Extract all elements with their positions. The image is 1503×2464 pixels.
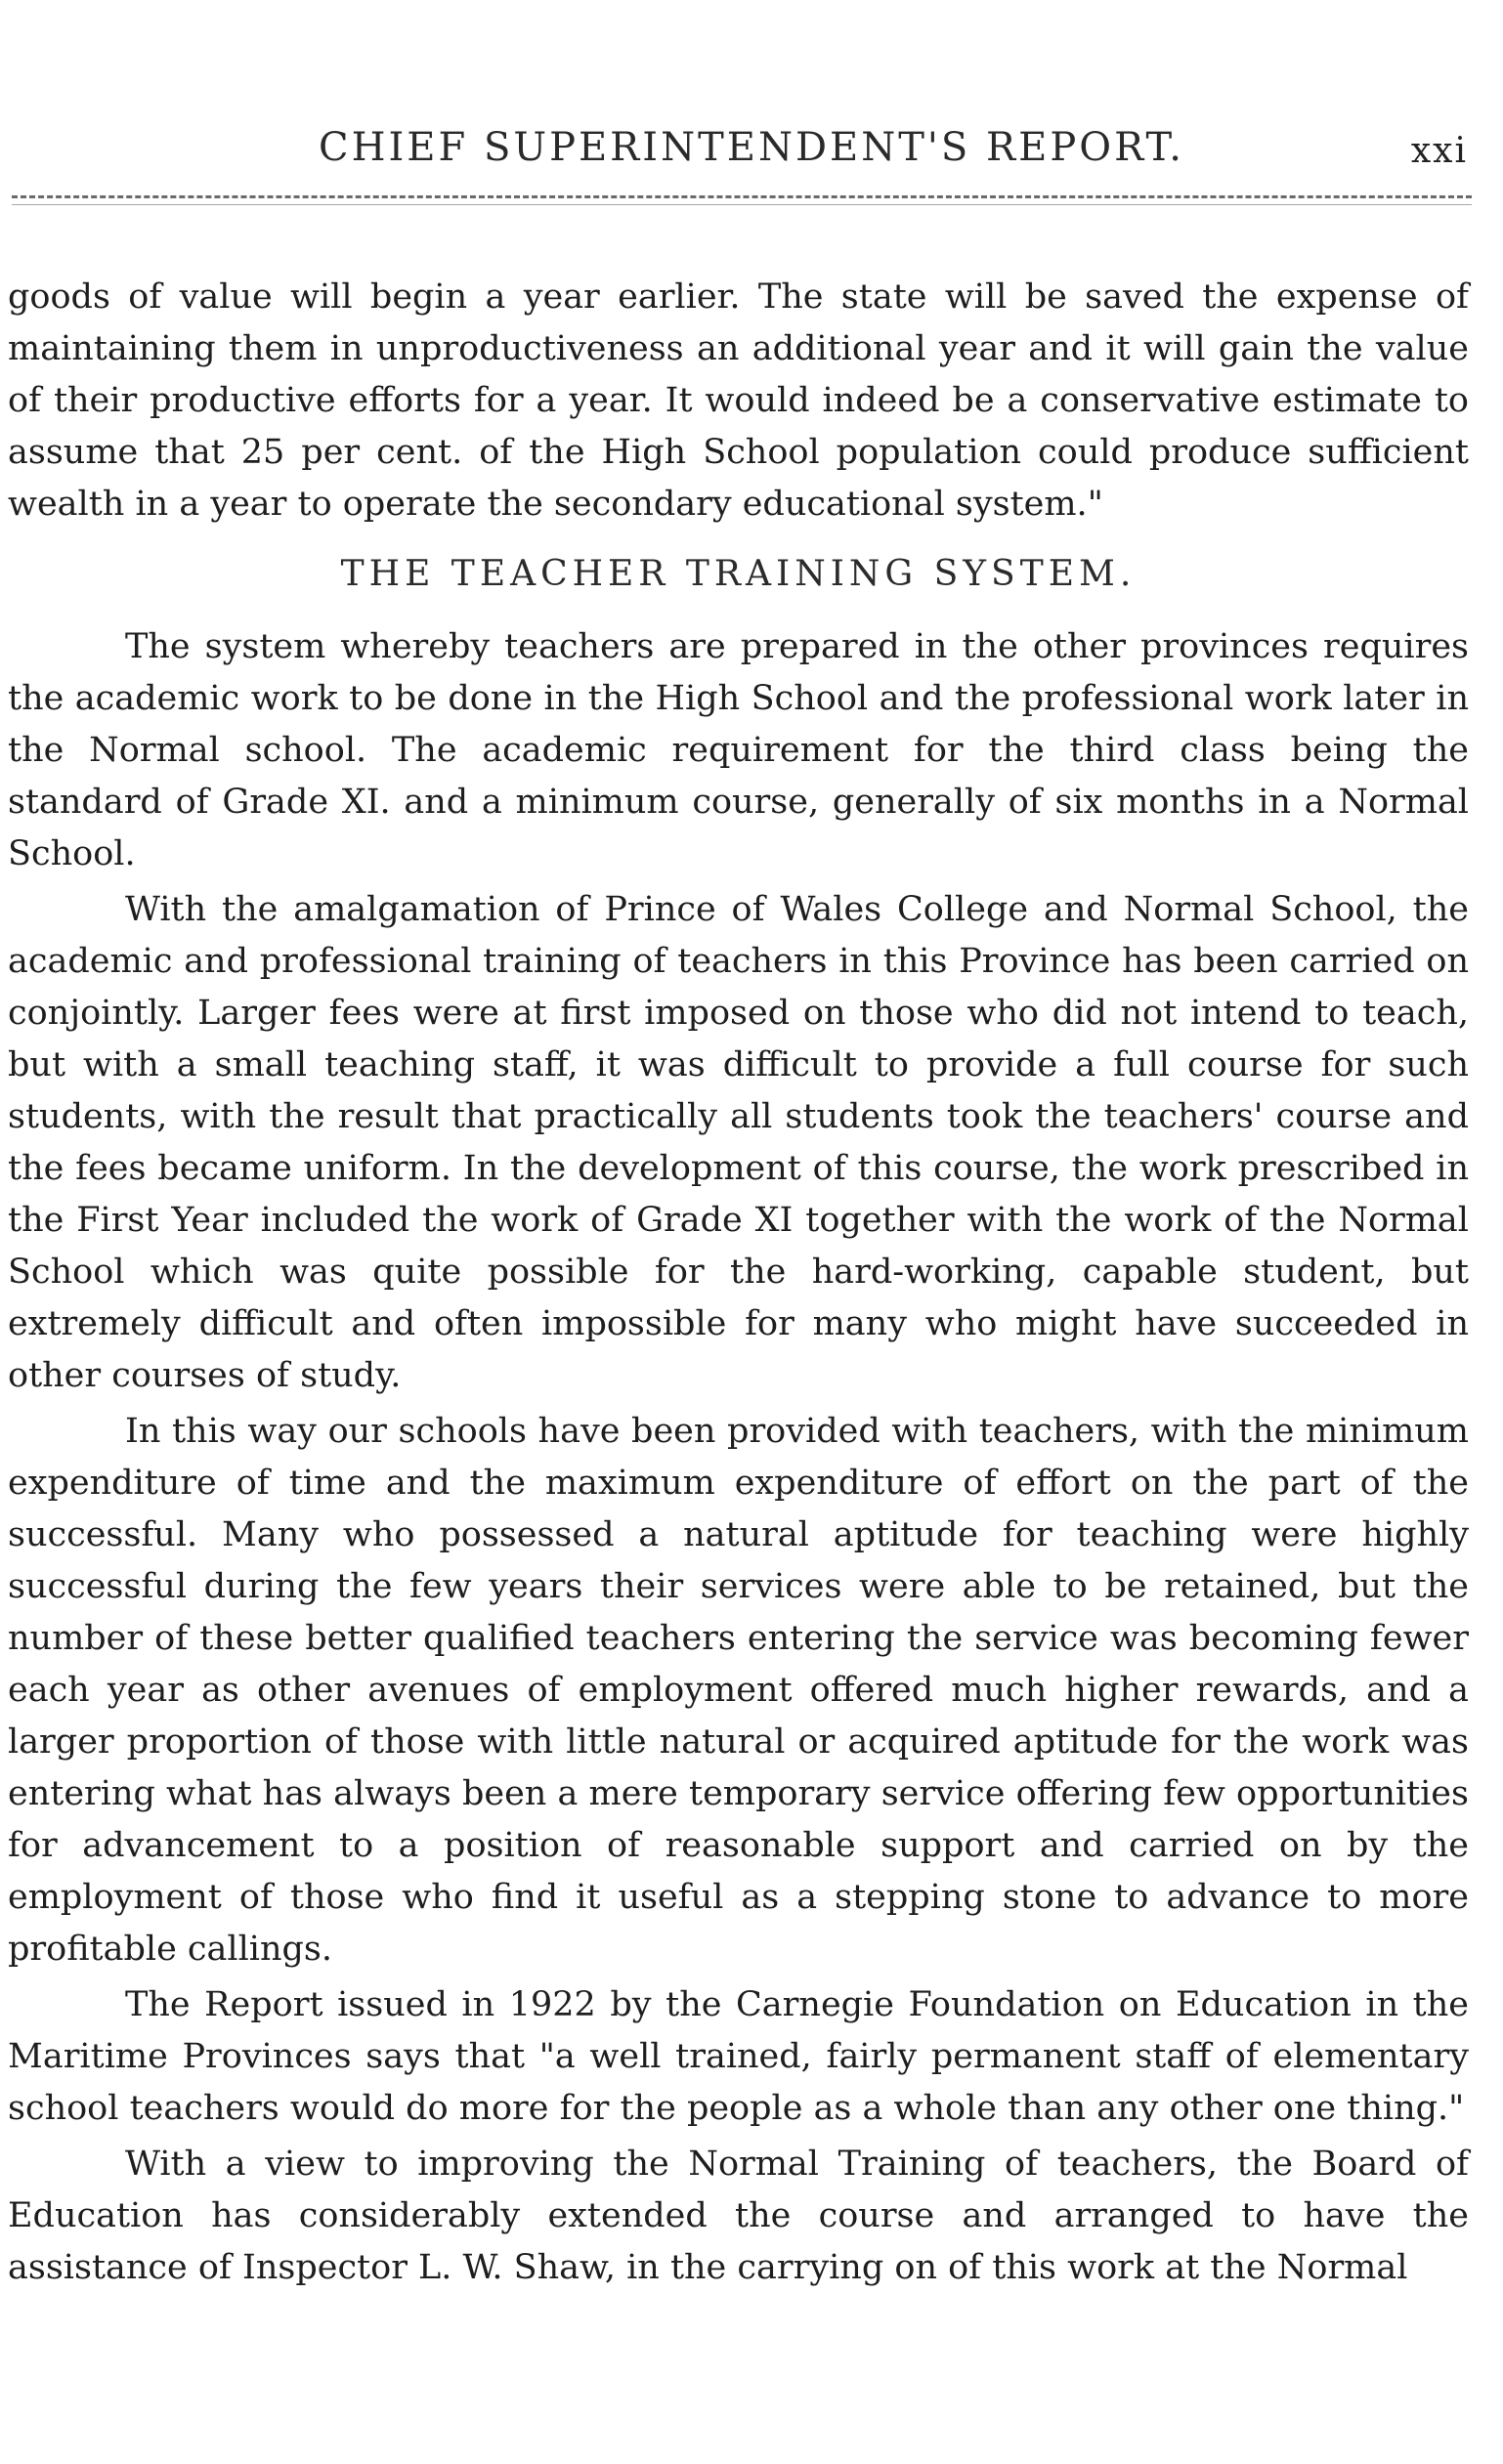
paragraph: In this way our schools have been provided with teachers, with the minimum expenditure of time and the maximum expenditure of effort on the part of the successful. Many who possessed a natural aptitude for teaching were highly successful during the few years their services were able to be retained, but the number of these better qualified teachers entering the service was becoming fewer each year as other avenues of employment offered much higher rewards, and a larger proportion of those with little natural or acquired aptitude for the work was entering what has always been a mere temporary service offering few opportunities for advancement to a position of reasonable support and carried on by the employment of those who find it useful as a stepping stone to advance to more profitable callings.: [8, 1412, 1469, 1969]
paragraph: The Report issued in 1922 by the Carnegie Foundation on Education in the Maritime Provinces says that "a well trained, fairly permanent staff of elementary school teachers would do more for the people as a whole than any other one thing.": [8, 1985, 1469, 2128]
paragraph: With a view to improving the Normal Training of teachers, the Board of Education has considerably extended the course and arranged to have the assistance of Inspector L. W. Shaw, in the carrying on of this work at the Normal: [8, 2145, 1469, 2287]
section-heading: THE TEACHER TRAINING SYSTEM.: [340, 554, 1137, 594]
paragraph-continued: goods of value will begin a year earlier. The state will be saved the expense of maintaining them in unproductiveness an additional year and it will gain the value of their productive efforts for a year. It would indeed be a conservative estimate to assume that 25 per cent. of the High School population could produce sufficient wealth in a year to operate the secondary educational system.": [8, 277, 1469, 524]
body-text: [8, 272, 1469, 2298]
header-rule-thin: [12, 204, 1472, 205]
running-title: CHIEF SUPERINTENDENT'S REPORT.: [319, 125, 1184, 170]
paragraph: The system whereby teachers are prepared in the other provinces requires the academic work to be done in the High School and the professional work later in the Normal school. The academic requirement for the third class being the standard of Grade XI. and a minimum course, generally of six months in a Normal School.: [8, 627, 1469, 873]
page-number: xxi: [1410, 131, 1468, 171]
running-head: [0, 125, 1503, 180]
paragraph: With the amalgamation of Prince of Wales College and Normal School, the academic and professional training of teachers in this Province has been carried on conjointly. Larger fees were at first imposed on those who did not intend to teach, but with a small teaching staff, it was difficult to provide a full course for such students, with the result that practically all students took the teachers' course and the fees became uniform. In the development of this course, the work prescribed in the First Year included the work of Grade XI together with the work of the Normal School which was quite possible for the hard-working, capable student, but extremely difficult and often impossible for many who might have succeeded in other courses of study.: [8, 890, 1469, 1395]
header-rule: [12, 195, 1472, 198]
